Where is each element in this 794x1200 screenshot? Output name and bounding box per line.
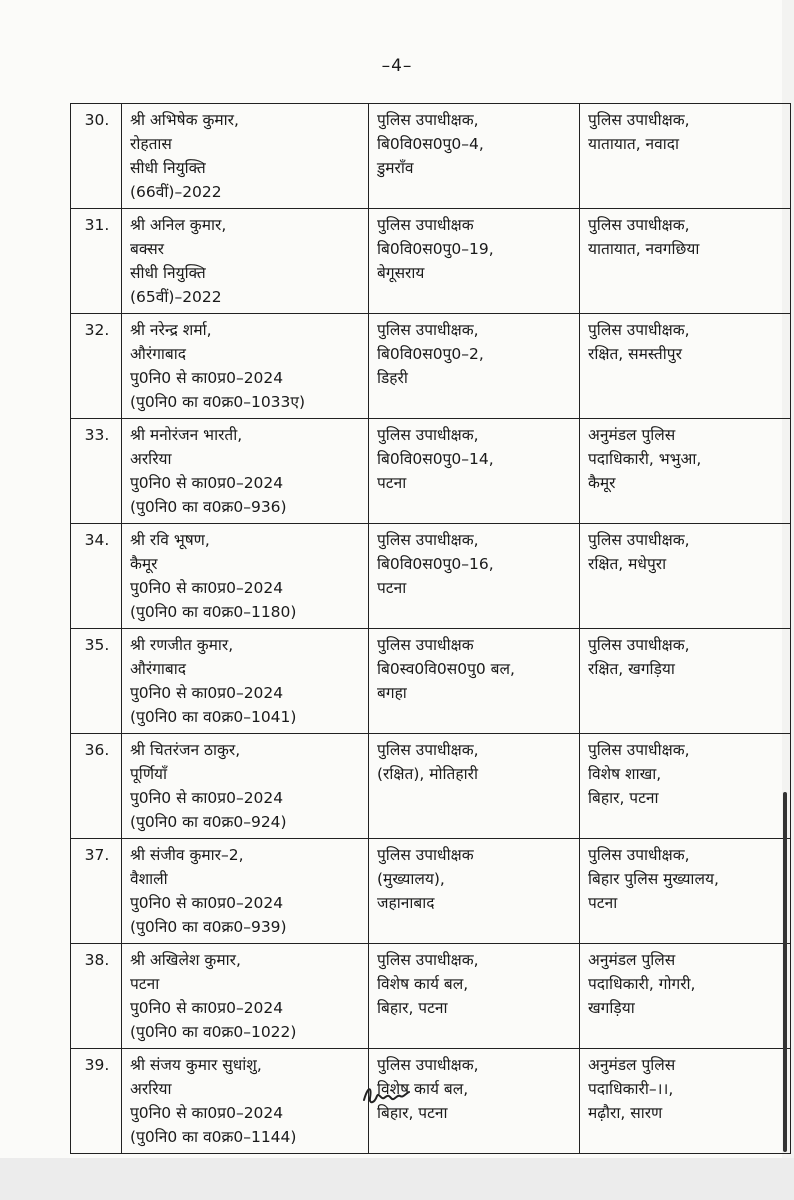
current-posting-line: डिहरी (377, 369, 408, 387)
current-posting-cell (369, 314, 580, 419)
serial-number: 34. (71, 524, 122, 629)
officer-name-line: सीधी नियुक्ति (130, 159, 206, 177)
officer-name-line: श्री चितरंजन ठाकुर, (130, 741, 241, 759)
new-posting-cell (580, 524, 791, 629)
officer-name-line: श्री रणजीत कुमार, (130, 636, 234, 654)
officer-name-line: (पु0नि0 का व0क्र0–1144) (130, 1128, 297, 1146)
new-posting-cell (580, 314, 791, 419)
new-posting-line: पदाधिकारी, भभुआ, (588, 450, 702, 468)
officer-name-line: अररिया (130, 1080, 172, 1098)
officer-name-line: पटना (130, 975, 160, 993)
current-posting-cell (369, 419, 580, 524)
officer-name-line: श्री मनोरंजन भारती, (130, 426, 243, 444)
officer-name-line: श्री नरेन्द्र शर्मा, (130, 321, 212, 339)
current-posting-line: बगहा (377, 684, 407, 702)
new-posting-line: मढ़ौरा, सारण (588, 1104, 663, 1122)
current-posting-line: बि0स्व0वि0स0पु0 बल, (377, 660, 515, 678)
scrollbar-thumb[interactable] (783, 792, 787, 1152)
new-posting-line: अनुमंडल पुलिस (588, 1056, 676, 1074)
table-row (71, 944, 791, 1049)
current-posting-cell (369, 104, 580, 209)
page-number: –4– (381, 56, 413, 76)
current-posting-line: बि0वि0स0पु0–14, (377, 450, 494, 468)
officer-name-line: पु0नि0 से का0प्र0–2024 (130, 1104, 284, 1122)
new-posting-line: पदाधिकारी, गोगरी, (588, 975, 696, 993)
current-posting-line: पुलिस उपाधीक्षक, (377, 426, 479, 444)
current-posting-line: विशेष कार्य बल, (377, 975, 469, 993)
current-posting-line: पुलिस उपाधीक्षक, (377, 951, 479, 969)
officer-name-line: पु0नि0 से का0प्र0–2024 (130, 474, 284, 492)
officer-name-line: (पु0नि0 का व0क्र0–936) (130, 498, 287, 516)
new-posting-cell (580, 1049, 791, 1154)
new-posting-cell (580, 209, 791, 314)
current-posting-line: पुलिस उपाधीक्षक (377, 846, 474, 864)
new-posting-line: यातायात, नवादा (588, 135, 680, 153)
new-posting-line: अनुमंडल पुलिस (588, 951, 676, 969)
table-row (71, 839, 791, 944)
current-posting-line: बि0वि0स0पु0–2, (377, 345, 484, 363)
officer-name-cell (122, 209, 369, 314)
officer-name-line: श्री संजय कुमार सुधांशु, (130, 1056, 262, 1074)
officer-name-line: पु0नि0 से का0प्र0–2024 (130, 369, 284, 387)
current-posting-line: बि0वि0स0पु0–4, (377, 135, 484, 153)
table-row (71, 104, 791, 209)
new-posting-cell (580, 839, 791, 944)
new-posting-cell (580, 419, 791, 524)
officer-name-line: अररिया (130, 450, 172, 468)
officer-name-cell (122, 734, 369, 839)
new-posting-cell (580, 944, 791, 1049)
serial-number: 32. (71, 314, 122, 419)
new-posting-line: बिहार, पटना (588, 789, 659, 807)
current-posting-line: पटना (377, 579, 407, 597)
officer-name-cell (122, 314, 369, 419)
officer-name-cell (122, 839, 369, 944)
new-posting-line: पुलिस उपाधीक्षक, (588, 531, 690, 549)
officer-name-line: पु0नि0 से का0प्र0–2024 (130, 579, 284, 597)
table-row (71, 524, 791, 629)
officer-name-cell (122, 1049, 369, 1154)
officer-name-cell (122, 629, 369, 734)
current-posting-line: पुलिस उपाधीक्षक, (377, 1056, 479, 1074)
serial-number: 30. (71, 104, 122, 209)
new-posting-line: पुलिस उपाधीक्षक, (588, 216, 690, 234)
new-posting-line: पुलिस उपाधीक्षक, (588, 321, 690, 339)
officer-name-line: पु0नि0 से का0प्र0–2024 (130, 894, 284, 912)
current-posting-line: बिहार, पटना (377, 1104, 448, 1122)
officer-name-line: (पु0नि0 का व0क्र0–1033ए) (130, 393, 306, 411)
current-posting-cell (369, 839, 580, 944)
current-posting-line: पुलिस उपाधीक्षक, (377, 531, 479, 549)
transfer-table-body (71, 104, 791, 1154)
new-posting-line: बिहार पुलिस मुख्यालय, (588, 870, 719, 888)
current-posting-line: बि0वि0स0पु0–16, (377, 555, 494, 573)
new-posting-line: यातायात, नवगछिया (588, 240, 700, 258)
current-posting-line: पुलिस उपाधीक्षक, (377, 741, 479, 759)
new-posting-cell (580, 629, 791, 734)
officer-name-line: पु0नि0 से का0प्र0–2024 (130, 789, 284, 807)
officer-name-line: श्री अनिल कुमार, (130, 216, 227, 234)
new-posting-line: पुलिस उपाधीक्षक, (588, 111, 690, 129)
new-posting-line: पदाधिकारी–।।, (588, 1080, 674, 1098)
table-row (71, 629, 791, 734)
serial-number: 35. (71, 629, 122, 734)
new-posting-line: रक्षित, मधेपुरा (588, 555, 667, 573)
officer-name-line: वैशाली (130, 870, 168, 888)
officer-name-line: सीधी नियुक्ति (130, 264, 206, 282)
officer-name-line: (पु0नि0 का व0क्र0–1022) (130, 1023, 297, 1041)
current-posting-line: बिहार, पटना (377, 999, 448, 1017)
current-posting-line: (मुख्यालय), (377, 870, 445, 888)
serial-number: 33. (71, 419, 122, 524)
officer-name-line: श्री संजीव कुमार–2, (130, 846, 244, 864)
officer-name-line: श्री रवि भूषण, (130, 531, 210, 549)
officer-name-line: पु0नि0 से का0प्र0–2024 (130, 999, 284, 1017)
officer-name-line: औरंगाबाद (130, 660, 187, 678)
serial-number: 37. (71, 839, 122, 944)
officer-name-line: श्री अखिलेश कुमार, (130, 951, 241, 969)
officer-name-line: (65वीं)–2022 (130, 288, 222, 306)
officer-name-cell (122, 419, 369, 524)
current-posting-line: बेगूसराय (377, 264, 425, 282)
new-posting-line: खगड़िया (588, 999, 635, 1017)
officer-name-line: (पु0नि0 का व0क्र0–1041) (130, 708, 297, 726)
new-posting-line: पटना (588, 894, 618, 912)
signature-mark (360, 1082, 412, 1110)
officer-name-cell (122, 524, 369, 629)
officer-name-line: (66वीं)–2022 (130, 183, 222, 201)
current-posting-line: डुमराँव (377, 159, 414, 177)
current-posting-line: पुलिस उपाधीक्षक, (377, 111, 479, 129)
table-row (71, 314, 791, 419)
new-posting-line: पुलिस उपाधीक्षक, (588, 741, 690, 759)
current-posting-cell (369, 629, 580, 734)
current-posting-cell (369, 944, 580, 1049)
officer-name-line: (पु0नि0 का व0क्र0–1180) (130, 603, 297, 621)
new-posting-line: रक्षित, समस्तीपुर (588, 345, 682, 363)
serial-number: 39. (71, 1049, 122, 1154)
table-row (71, 734, 791, 839)
officer-name-cell (122, 104, 369, 209)
table-row (71, 209, 791, 314)
current-posting-line: विशेष कार्य बल, (377, 1080, 469, 1098)
officer-name-line: पूर्णियाँ (130, 765, 168, 783)
new-posting-line: रक्षित, खगड़िया (588, 660, 675, 678)
new-posting-cell (580, 734, 791, 839)
current-posting-line: (रक्षित), मोतिहारी (377, 765, 478, 783)
current-posting-line: पुलिस उपाधीक्षक, (377, 321, 479, 339)
current-posting-cell (369, 734, 580, 839)
table-row (71, 1049, 791, 1154)
viewer-bottom-bar (0, 1158, 794, 1200)
transfer-table (70, 103, 791, 1154)
new-posting-line: विशेष शाखा, (588, 765, 662, 783)
new-posting-cell (580, 104, 791, 209)
officer-name-cell (122, 944, 369, 1049)
officer-name-line: (पु0नि0 का व0क्र0–939) (130, 918, 287, 936)
table-row (71, 419, 791, 524)
officer-name-line: (पु0नि0 का व0क्र0–924) (130, 813, 287, 831)
new-posting-line: अनुमंडल पुलिस (588, 426, 676, 444)
current-posting-line: बि0वि0स0पु0–19, (377, 240, 494, 258)
current-posting-line: पुलिस उपाधीक्षक (377, 636, 474, 654)
officer-name-line: औरंगाबाद (130, 345, 187, 363)
officer-name-line: रोहतास (130, 135, 172, 153)
current-posting-line: पुलिस उपाधीक्षक (377, 216, 474, 234)
new-posting-line: पुलिस उपाधीक्षक, (588, 846, 690, 864)
serial-number: 36. (71, 734, 122, 839)
officer-name-line: कैमूर (130, 555, 158, 573)
current-posting-cell (369, 209, 580, 314)
serial-number: 31. (71, 209, 122, 314)
current-posting-cell (369, 524, 580, 629)
officer-name-line: बक्सर (130, 240, 165, 258)
officer-name-line: पु0नि0 से का0प्र0–2024 (130, 684, 284, 702)
new-posting-line: पुलिस उपाधीक्षक, (588, 636, 690, 654)
new-posting-line: कैमूर (588, 474, 616, 492)
officer-name-line: श्री अभिषेक कुमार, (130, 111, 239, 129)
current-posting-line: जहानाबाद (377, 894, 435, 912)
current-posting-line: पटना (377, 474, 407, 492)
serial-number: 38. (71, 944, 122, 1049)
